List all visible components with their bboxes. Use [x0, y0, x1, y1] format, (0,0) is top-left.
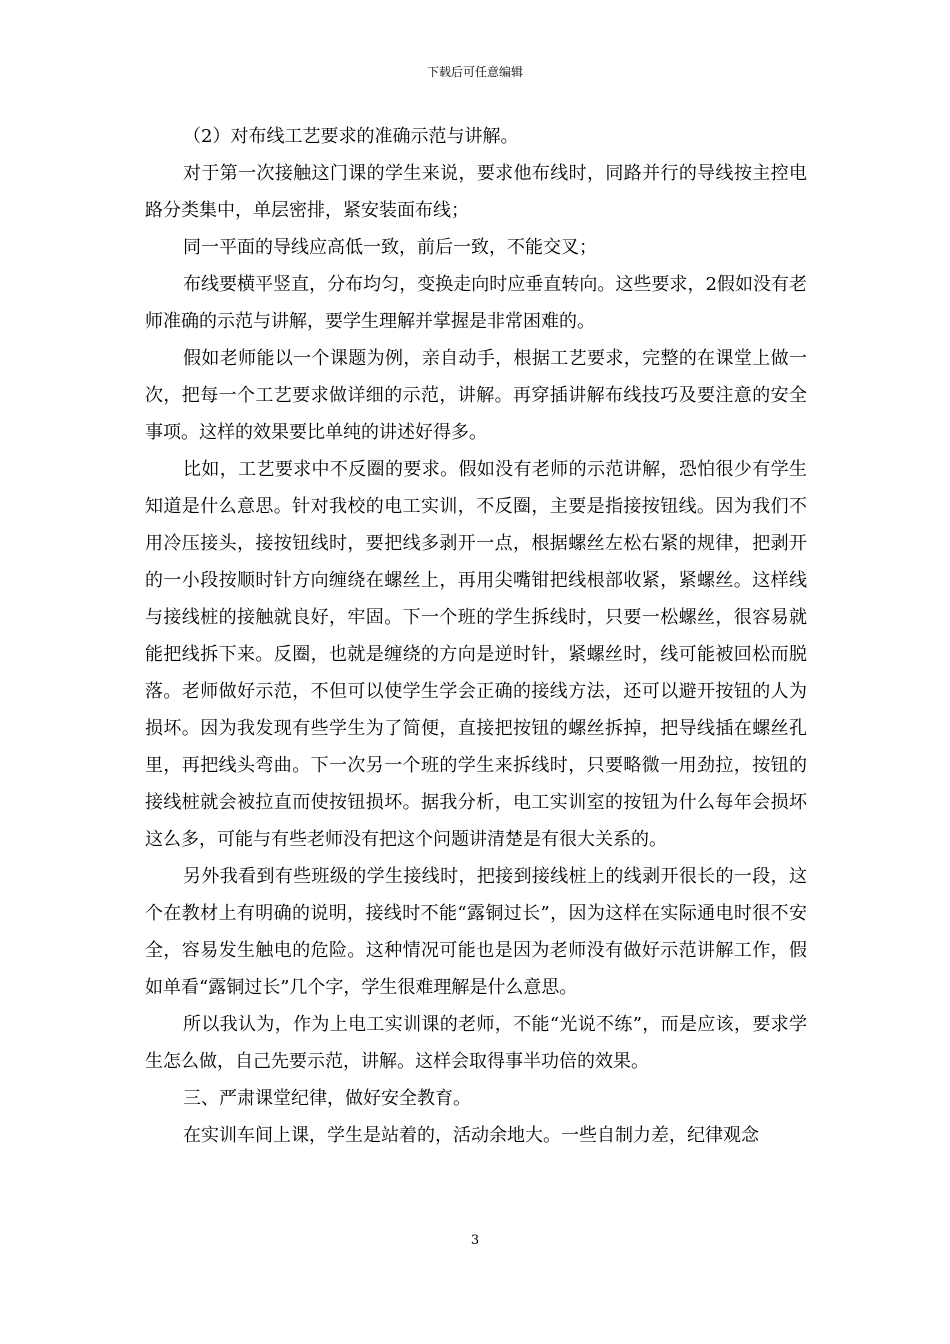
paragraph: 另外我看到有些班级的学生接线时，把接到接线桩上的线剥开很长的一段，这个在教材上有明确的说明，接线时不能“露铜过长”，因为这样在实际通电时很不安全，容易发生触电的危险。这种情况可能也是因为老师没有做好示范讲解工作，假如单看“露铜过长”几个字，学生很难理解是什么意思。: [145, 866, 807, 998]
paragraph: 假如老师能以一个课题为例，亲自动手，根据工艺要求，完整的在课堂上做一次，把每一个工艺要求做详细的示范，讲解。再穿插讲解布线技巧及要注意的安全事项。这样的效果要比单纯的讲述好得多。: [145, 348, 807, 443]
paragraph: 对于第一次接触这门课的学生来说，要求他布线时，同路并行的导线按主控电路分类集中，单层密排，紧安装面布线；: [145, 163, 807, 221]
paragraph: 所以我认为，作为上电工实训课的老师，不能“光说不练”，而是应该，要求学生怎么做，自己先要示范，讲解。这样会取得事半功倍的效果。: [145, 1014, 807, 1072]
paragraph: 在实训车间上课，学生是站着的，活动余地大。一些自制力差，纪律观念: [183, 1125, 759, 1146]
document-body: [145, 118, 807, 1154]
paragraph: 比如，工艺要求中不反圈的要求。假如没有老师的示范讲解，恐怕很少有学生知道是什么意思。针对我校的电工实训，不反圈，主要是指接按钮线。因为我们不用冷压接头，接按钮线时，要把线多剥开一点，根据螺丝左松右紧的规律，把剥开的一小段按顺时针方向缠绕在螺丝上，再用尖嘴钳把线根部收紧，紧螺丝。这样线与接线桩的接触就良好，牢固。下一个班的学生拆线时，只要一松螺丝，很容易就能把线拆下来。反圈，也就是缠绕的方向是逆时针，紧螺丝时，线可能被回松而脱落。老师做好示范，不但可以使学生学会正确的接线方法，还可以避开按钮的人为损坏。因为我发现有些学生为了简便，直接把按钮的螺丝拆掉，把导线插在螺丝孔里，再把线头弯曲。下一次另一个班的学生来拆线时，只要略微一用劲拉，按钮的接线桩就会被拉直而使按钮损坏。据我分析，电工实训室的按钮为什么每年会损坏这么多，可能与有些老师没有把这个问题讲清楚是有很大关系的。: [145, 459, 807, 850]
page-number: 3: [470, 1233, 480, 1248]
page-header: 下载后可任意编辑: [426, 65, 523, 79]
paragraph: 同一平面的导线应高低一致，前后一致，不能交叉；: [183, 237, 597, 258]
section-heading: 三、严肃课堂纪律，做好安全教育。: [183, 1088, 471, 1109]
paragraph: 布线要横平竖直，分布均匀，变换走向时应垂直转向。这些要求，2假如没有老师准确的示范与讲解，要学生理解并掌握是非常困难的。: [145, 274, 807, 332]
paragraph: （2）对布线工艺要求的准确示范与讲解。: [183, 126, 519, 147]
